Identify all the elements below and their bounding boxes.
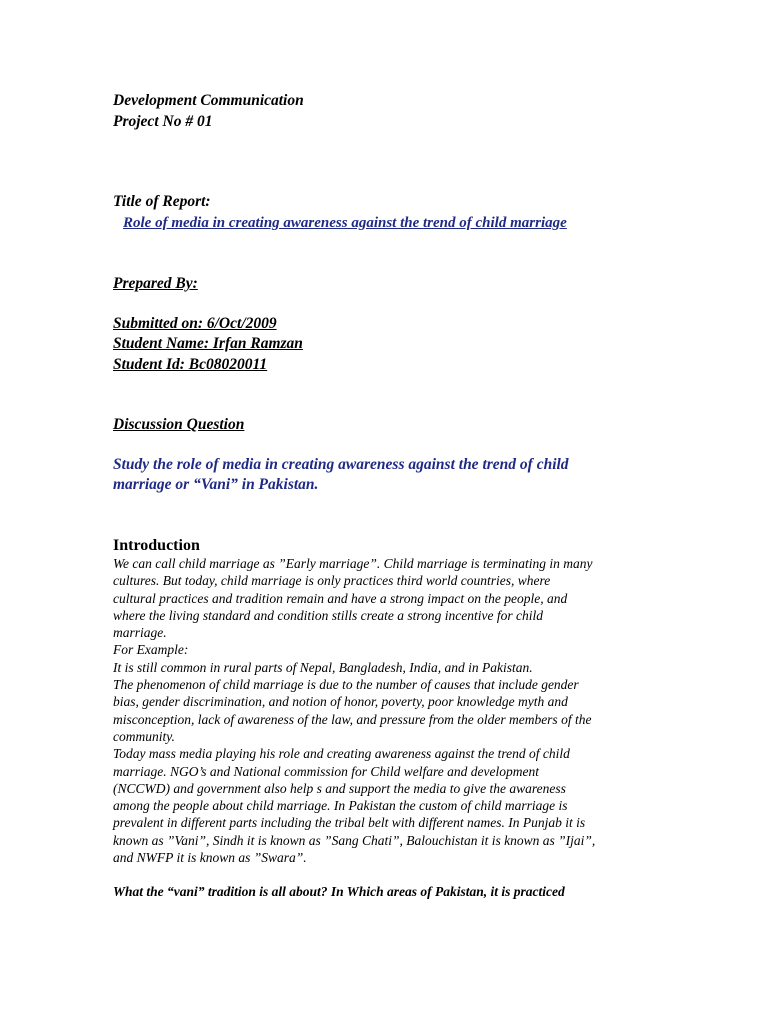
body-line: bias, gender discrimination, and notion of honor, poverty, poor knowledge myth and bbox=[113, 694, 568, 710]
course-title: Development Communication bbox=[113, 92, 304, 109]
body-line: We can call child marriage as ”Early marriage”. Child marriage is terminating in many bbox=[113, 556, 593, 571]
body-line: among the people about child marriage. In Pakistan the custom of child marriage is bbox=[113, 798, 568, 814]
introduction-heading: Introduction bbox=[113, 537, 200, 554]
body-line: community. bbox=[113, 728, 175, 744]
body-line: It is still common in rural parts of Nepal, Bangladesh, India, and in Pakistan. bbox=[113, 659, 533, 675]
body-line: cultures. But today, child marriage is only practices third world countries, where bbox=[113, 573, 551, 589]
body-line: marriage. bbox=[113, 625, 167, 641]
body-line: misconception, lack of awareness of the law, and pressure from the older members of the bbox=[113, 711, 592, 727]
body-line: marriage. NGO’s and National commission for Child welfare and development bbox=[113, 763, 539, 779]
question-line: Study the role of media in creating awareness against the trend of child bbox=[113, 456, 569, 473]
body-line: and NWFP it is known as ”Swara”. bbox=[113, 850, 307, 866]
body-line: where the living standard and condition stills create a strong incentive for child bbox=[113, 607, 543, 623]
discussion-heading: Discussion Question bbox=[113, 416, 245, 433]
body-line: The phenomenon of child marriage is due to the number of causes that include gender bbox=[113, 677, 579, 693]
vani-question: What the “vani” tradition is all about? In Which areas of Pakistan, it is practiced bbox=[113, 884, 565, 899]
report-title: Role of media in creating awareness against the trend of child marriage bbox=[123, 215, 567, 231]
report-title-label: Title of Report: bbox=[113, 193, 211, 210]
discussion-question bbox=[113, 455, 673, 495]
prepared-by-label: Prepared By: bbox=[113, 275, 198, 292]
body-line: known as ”Vani”, Sindh it is known as ”Sang Chati”, Balouchistan it is known as ”Ijai”, bbox=[113, 832, 596, 848]
submitted-on: Submitted on: 6/Oct/2009 bbox=[113, 315, 277, 332]
project-number: Project No # 01 bbox=[113, 113, 213, 130]
student-name: Student Name: Irfan Ramzan bbox=[113, 335, 303, 352]
body-line: cultural practices and tradition remain and have a strong impact on the people, and bbox=[113, 590, 568, 606]
body-line: (NCCWD) and government also help s and support the media to give the awareness bbox=[113, 780, 566, 796]
introduction-body bbox=[113, 555, 673, 866]
body-line: prevalent in different parts including the tribal belt with different names. In Punjab it is bbox=[113, 815, 586, 831]
student-id: Student Id: Bc08020011 bbox=[113, 356, 268, 373]
question-line: marriage or “Vani” in Pakistan. bbox=[113, 476, 319, 493]
body-line: Today mass media playing his role and creating awareness against the trend of child bbox=[113, 746, 570, 762]
body-line: For Example: bbox=[113, 642, 189, 658]
